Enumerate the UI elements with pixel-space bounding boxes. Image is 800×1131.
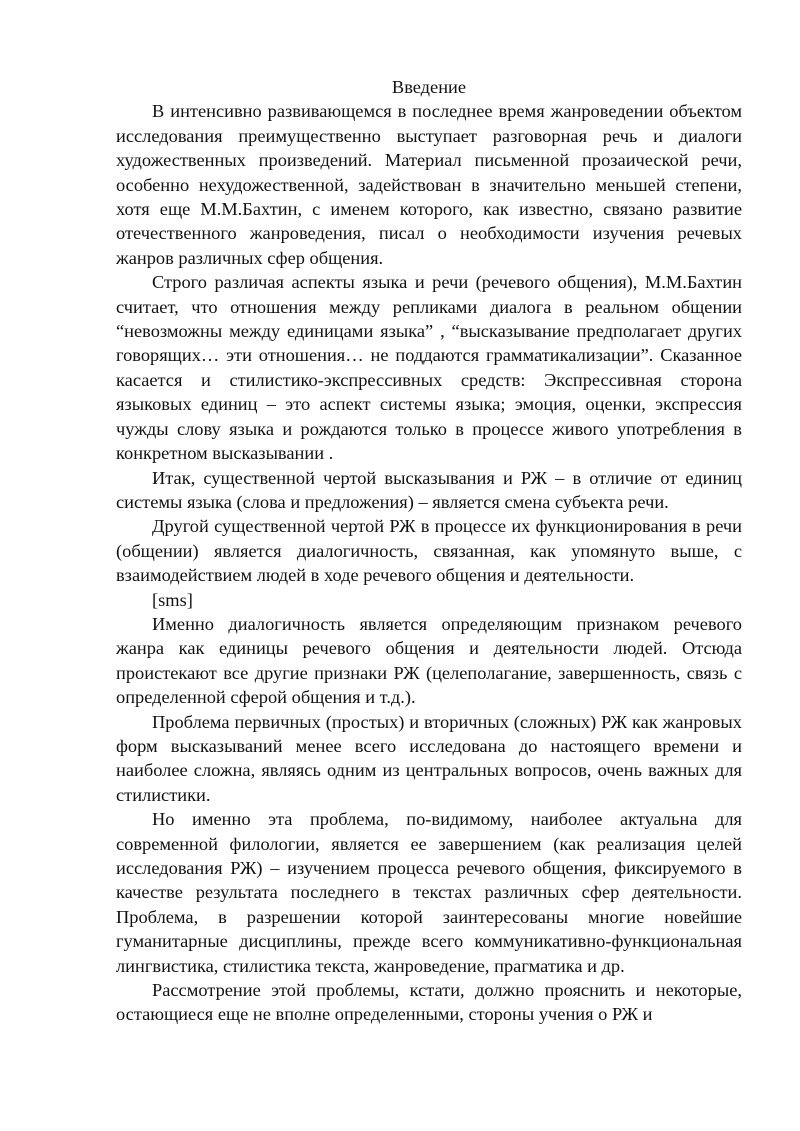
paragraph-sms-marker: [sms] (152, 589, 193, 610)
paragraph-dialogicity: Другой существенной чертой РЖ в процессе их функционирования в речи (общении) является диалогичность, связанная, как упомянуто выше, с взаимодействием людей в ходе речевого общения и деятельности. (116, 516, 742, 586)
paragraph-primary-secondary-genres: Проблема первичных (простых) и вторичных (сложных) РЖ как жанровых форм высказываний менее всего исследована до настоящего времени и наиболее сложна, являясь одним из центральных вопросов, очень важных для стилистики. (116, 711, 742, 805)
paragraph-intro: В интенсивно развивающемся в последнее время жанроведении объектом исследования преимущественно выступает разговорная речь и диалоги художественных произведений. Материал письменной прозаической речи, особенно нехудожественной, задействован в значительно меньшей степени, хотя еще М.М.Бахтин, с именем которого, как известно, связано развитие отечественного жанроведения, писал о необходимости изучения речевых жанров различных сфер общения. (116, 101, 742, 268)
document-title: Введение (391, 77, 467, 97)
paragraph-philology-relevance: Но именно эта проблема, по-видимому, наиболее актуальна для современной филологии, является ее завершением (как реализация целей исследования РЖ) – изучением процесса речевого общения, фиксируемого в качестве результата последнего в текстах различных сфер деятельности. Проблема, в разрешении которой заинтересованы многие новейшие гуманитарные дисциплины, прежде всего коммуникативно-функциональная лингвистика, стилистика текста, жанроведение, прагматика и др. (116, 809, 742, 976)
paragraph-bakhtin-language-speech: Строго различая аспекты языка и речи (речевого общения), М.М.Бахтин считает, что отношения между репликами диалога в реальном общении “невозможны между единицами языка” , “высказывание предполагает других говорящих… эти отношения… не поддаются грамматикализации”. Сказанное касается и стилистико-экспрессивных средств: Экспрессивная сторона языковых единиц – это аспект системы языка; эмоция, оценки, экспрессия чужды слову языка и рождаются только в процессе живого употребления в конкретном высказывании . (116, 272, 742, 464)
paragraph-subject-change: Итак, существенной чертой высказывания и РЖ – в отличие от единиц системы языка (слова и предложения) – является смена субъекта речи. (116, 467, 742, 512)
paragraph-genre-features: Именно диалогичность является определяющим признаком речевого жанра как единицы речевого общения и деятельности людей. Отсюда проистекают все другие признаки РЖ (целеполагание, завершенность, связь с определенной сферой общения и т.д.). (116, 613, 742, 708)
document-body (116, 75, 742, 1027)
paragraph-problem-consideration: Рассмотрение этой проблемы, кстати, должно прояснить и некоторые, остающиеся еще не вполне определенными, стороны учения о РЖ и (116, 980, 742, 1025)
